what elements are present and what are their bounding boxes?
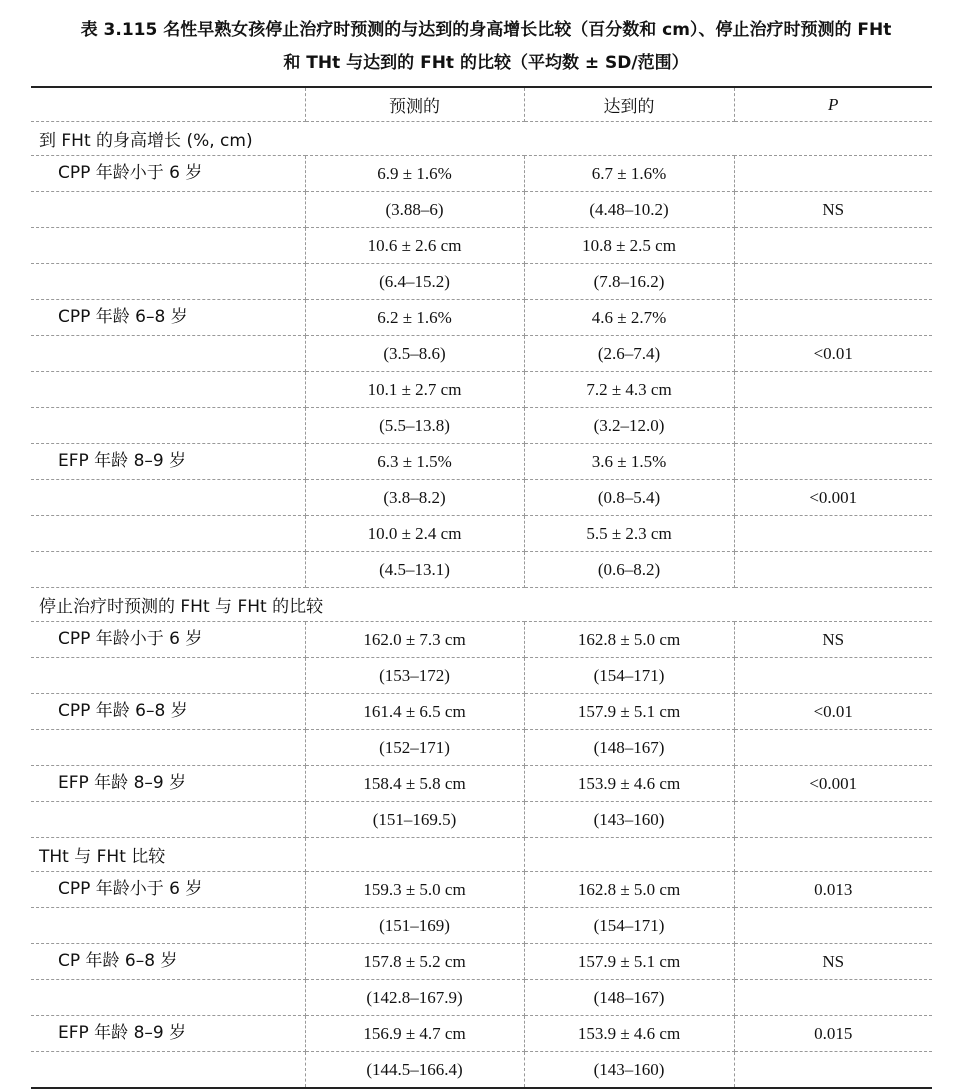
p-value [734,156,932,192]
achieved-value: (0.8–5.4) [524,480,734,516]
achieved-value: (7.8–16.2) [524,264,734,300]
achieved-value: (0.6–8.2) [524,552,734,588]
empty-cell [734,838,932,872]
predicted-value: 159.3 ± 5.0 cm [305,872,524,908]
achieved-value: 5.5 ± 2.3 cm [524,516,734,552]
p-value: NS [734,944,932,980]
p-value [734,444,932,480]
achieved-value: 162.8 ± 5.0 cm [524,872,734,908]
p-value [734,516,932,552]
header-achieved: 达到的 [524,87,734,122]
empty-cell [31,372,305,408]
p-value [734,802,932,838]
predicted-value: (5.5–13.8) [305,408,524,444]
empty-cell [31,408,305,444]
achieved-value: 162.8 ± 5.0 cm [524,622,734,658]
p-value: <0.01 [734,694,932,730]
empty-cell [305,838,524,872]
empty-cell [31,908,305,944]
achieved-value: (3.2–12.0) [524,408,734,444]
achieved-value: (143–160) [524,802,734,838]
empty-cell [31,516,305,552]
p-value: 0.013 [734,872,932,908]
table-row [31,228,932,264]
predicted-value: (151–169) [305,908,524,944]
header-blank [31,87,305,122]
empty-cell [31,552,305,588]
predicted-value: (3.5–8.6) [305,336,524,372]
section-row [31,122,932,156]
predicted-value: (152–171) [305,730,524,766]
empty-cell [31,980,305,1016]
predicted-value: (3.8–8.2) [305,480,524,516]
predicted-value: (151–169.5) [305,802,524,838]
predicted-value: 6.9 ± 1.6% [305,156,524,192]
predicted-value: 10.6 ± 2.6 cm [305,228,524,264]
p-value [734,730,932,766]
predicted-value: (6.4–15.2) [305,264,524,300]
empty-cell [31,658,305,694]
group-label: EFP 年龄 8–9 岁 [31,1016,305,1052]
header-predicted: 预测的 [305,87,524,122]
table-row [31,192,932,228]
section-row [31,588,932,622]
group-label: CPP 年龄小于 6 岁 [31,622,305,658]
table-row [31,1052,932,1089]
achieved-value: 7.2 ± 4.3 cm [524,372,734,408]
empty-cell [31,264,305,300]
achieved-value: (154–171) [524,908,734,944]
table-row [31,980,932,1016]
group-label: CPP 年龄 6–8 岁 [31,300,305,336]
achieved-value: 10.8 ± 2.5 cm [524,228,734,264]
p-value [734,300,932,336]
group-label: EFP 年龄 8–9 岁 [31,444,305,480]
predicted-value: (3.88–6) [305,192,524,228]
p-value [734,228,932,264]
p-value [734,1052,932,1089]
section-row [31,838,932,872]
p-value [734,372,932,408]
empty-cell [31,480,305,516]
table-row [31,766,932,802]
group-label: EFP 年龄 8–9 岁 [31,766,305,802]
empty-cell [31,802,305,838]
p-value [734,264,932,300]
table-row [31,264,932,300]
empty-cell [31,228,305,264]
caption-line-2: 和 THt 与达到的 FHt 的比较（平均数 ± SD/范围） [283,53,689,73]
group-label: CPP 年龄小于 6 岁 [31,156,305,192]
header-p-value: P [734,87,932,122]
table-row [31,622,932,658]
empty-cell [31,1052,305,1089]
table-row [31,444,932,480]
predicted-value: 161.4 ± 6.5 cm [305,694,524,730]
table-row [31,552,932,588]
predicted-value: 10.0 ± 2.4 cm [305,516,524,552]
group-label: CPP 年龄 6–8 岁 [31,694,305,730]
p-value [734,980,932,1016]
caption-line-1: 表 3.115 名性早熟女孩停止治疗时预测的与达到的身高增长比较（百分数和 cm）、停止治疗时预测的 FHt [80,20,892,40]
achieved-value: 3.6 ± 1.5% [524,444,734,480]
predicted-value: 10.1 ± 2.7 cm [305,372,524,408]
section-title: THt 与 FHt 比较 [31,838,305,872]
table-row [31,944,932,980]
predicted-value: 156.9 ± 4.7 cm [305,1016,524,1052]
section-title: 停止治疗时预测的 FHt 与 FHt 的比较 [31,588,932,622]
table-row [31,156,932,192]
achieved-value: (148–167) [524,730,734,766]
p-value: <0.001 [734,766,932,802]
table-row [31,408,932,444]
table-row [31,480,932,516]
p-value [734,408,932,444]
achieved-value: 153.9 ± 4.6 cm [524,766,734,802]
achieved-value: 157.9 ± 5.1 cm [524,944,734,980]
achieved-value: (143–160) [524,1052,734,1089]
table-row [31,694,932,730]
section-title: 到 FHt 的身高增长 (%, cm) [31,122,932,156]
achieved-value: 153.9 ± 4.6 cm [524,1016,734,1052]
p-value [734,552,932,588]
achieved-value: (4.48–10.2) [524,192,734,228]
p-value [734,658,932,694]
predicted-value: 6.3 ± 1.5% [305,444,524,480]
table-row [31,336,932,372]
table-row [31,300,932,336]
empty-cell [31,730,305,766]
predicted-value: (142.8–167.9) [305,980,524,1016]
p-value [734,908,932,944]
achieved-value: (154–171) [524,658,734,694]
p-value: <0.01 [734,336,932,372]
table-caption [0,14,972,80]
empty-cell [31,192,305,228]
predicted-value: 162.0 ± 7.3 cm [305,622,524,658]
table-row [31,372,932,408]
p-value: NS [734,192,932,228]
table-row [31,802,932,838]
predicted-value: (4.5–13.1) [305,552,524,588]
table-row [31,516,932,552]
group-label: CPP 年龄小于 6 岁 [31,872,305,908]
achieved-value: 6.7 ± 1.6% [524,156,734,192]
table-row [31,658,932,694]
predicted-value: 157.8 ± 5.2 cm [305,944,524,980]
table-row [31,872,932,908]
empty-cell [31,336,305,372]
predicted-value: 158.4 ± 5.8 cm [305,766,524,802]
empty-cell [524,838,734,872]
header-row [31,87,932,122]
achieved-value: (148–167) [524,980,734,1016]
predicted-value: (144.5–166.4) [305,1052,524,1089]
comparison-table [31,86,932,1089]
table-row [31,730,932,766]
achieved-value: 4.6 ± 2.7% [524,300,734,336]
predicted-value: 6.2 ± 1.6% [305,300,524,336]
p-value: <0.001 [734,480,932,516]
achieved-value: 157.9 ± 5.1 cm [524,694,734,730]
table-row [31,1016,932,1052]
p-value: 0.015 [734,1016,932,1052]
p-value: NS [734,622,932,658]
achieved-value: (2.6–7.4) [524,336,734,372]
predicted-value: (153–172) [305,658,524,694]
group-label: CP 年龄 6–8 岁 [31,944,305,980]
table-row [31,908,932,944]
